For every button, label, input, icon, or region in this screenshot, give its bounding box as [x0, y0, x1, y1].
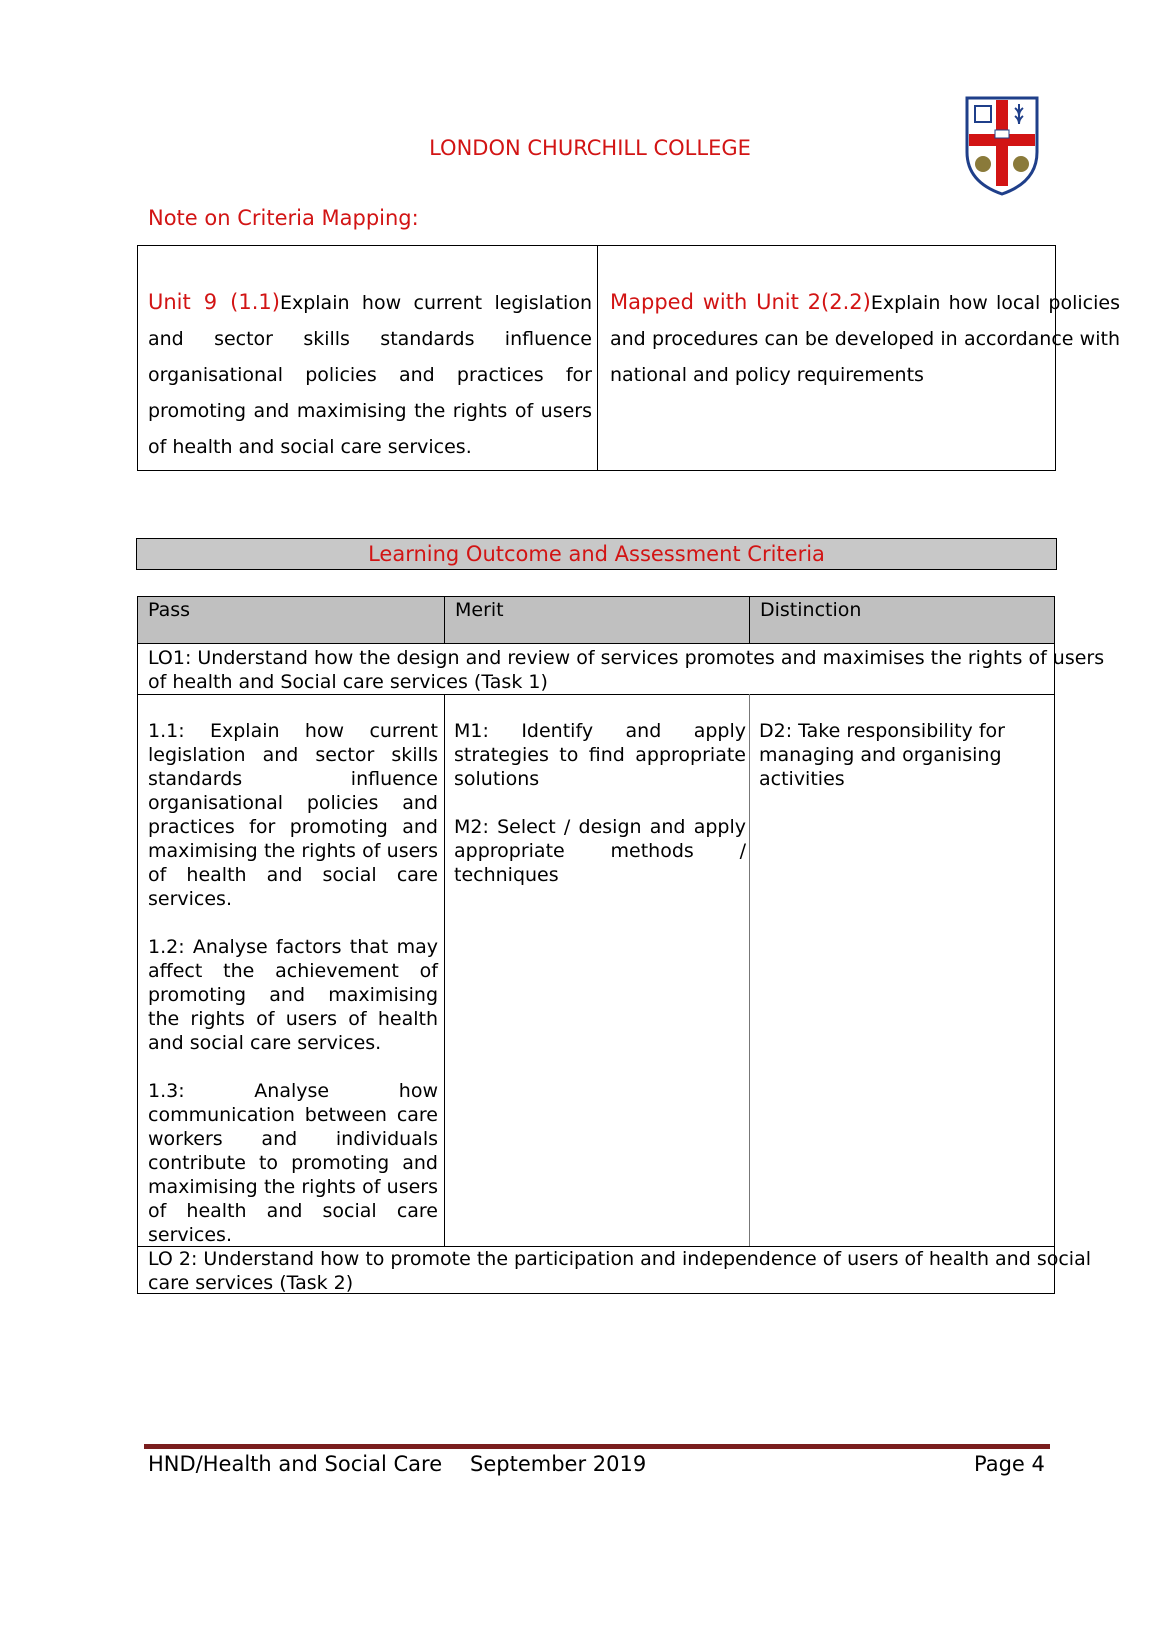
lo2-text: LO 2: Understand how to promote the participation and independence of users of health and social care services (Task 2)	[148, 1248, 1091, 1294]
college-name: LONDON CHURCHILL COLLEGE	[429, 136, 751, 160]
college-crest-icon	[963, 94, 1041, 196]
mapping-source-text: Explain how current legislation and sector skills standards influence organisational policies and practices for promoting and maximising the rights of users of health and social care services.	[148, 292, 592, 458]
criteria-mapping-table	[137, 245, 1120, 471]
footer-date: September 2019	[470, 1452, 647, 1476]
mapping-target-cell	[610, 284, 1120, 393]
mapping-source-unit: Unit 9 (1.1)	[148, 290, 280, 314]
col-divider	[444, 694, 445, 1246]
criterion-1-1: 1.1: Explain how current legislation and sector skills standards influence organisational policies and practices for promoting and maximising the rights of users of health and social care services.	[148, 720, 438, 910]
criterion-1-3: 1.3: Analyse how communication between care workers and individuals contribute to promoting and maximising the rights of users of health and social care services.	[148, 1080, 438, 1246]
footer-rule	[144, 1444, 1050, 1449]
mapping-source-cell	[148, 284, 592, 465]
assessment-criteria-table	[137, 596, 1105, 1294]
footer-page-number: Page 4	[974, 1452, 1045, 1476]
note-title: Note on Criteria Mapping:	[148, 206, 419, 230]
col-divider	[749, 694, 750, 1246]
mapping-target-unit: Mapped with Unit 2(2.2)	[610, 290, 871, 314]
mapping-target-text: Explain how local policies and procedures can be developed in accordance with national and policy requirements	[610, 292, 1120, 386]
distinction-criteria-cell	[759, 719, 1039, 815]
criterion-m2: M2: Select / design and apply appropriate methods / techniques	[454, 816, 746, 886]
learning-outcome-bar: Learning Outcome and Assessment Criteria	[136, 538, 1057, 570]
footer-course: HND/Health and Social Care	[148, 1452, 443, 1476]
criterion-1-2: 1.2: Analyse factors that may affect the achievement of promoting and maximising the rights of users of health and social care services.	[148, 936, 438, 1054]
criterion-d2: D2: Take responsibility for managing and organising activities	[759, 720, 1005, 790]
header-pass: Pass	[138, 597, 444, 644]
merit-criteria-cell	[454, 719, 746, 911]
header-merit: Merit	[444, 597, 749, 644]
criterion-m1: M1: Identify and apply strategies to find appropriate solutions	[454, 720, 746, 790]
pass-criteria-cell	[148, 719, 438, 1247]
row-divider	[138, 694, 1054, 695]
mapping-column-divider	[597, 246, 598, 470]
lo1-text: LO1: Understand how the design and review of services promotes and maximises the rights of users of health and Social care services (Task 1)	[148, 647, 1105, 693]
header-distinction: Distinction	[749, 597, 1054, 644]
